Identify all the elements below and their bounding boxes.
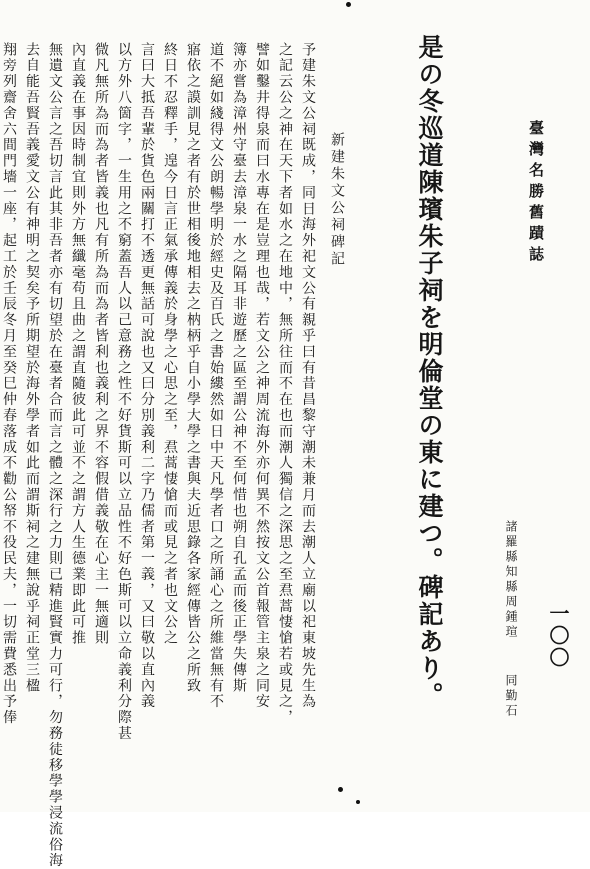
body-column: 去自能吾賢吾義愛文公有神明之契矣予所期望於海外學者如此而謂斯祠之建無說乎祠正堂三楹 [24,42,40,694]
body-column: 之記云公之神在天下者如水之在地中，無所往而不在也而潮人獨信之深思之至焄蒿悽愴若或見之， [277,42,293,726]
body-column: 微凡無所為而為者皆義也凡有所為而為者皆利也義利之界不容假借義敬在心主一無適則 [93,42,109,647]
body-column: 簿亦嘗為漳州守臺去漳泉一水之隔耳非遊歷之區至謂公神不至何惜也朔自孔孟而後正學失傳斯 [231,42,247,694]
body-column: 以方外八箇字，一生用之不窮蓋吾人以己意務之性不好貨斯可以立品性不好色斯可以立命義利分際甚 [116,42,132,742]
author-credit-line: 諸羅縣知縣周鍾瑄 [504,520,518,640]
body-column: 道不絕如綫得文公朗暢學明於經史及百氏之書始縷然如日中天凡學者口之所誦心之所維當無有不 [208,42,224,710]
body-column: 寤依之謨訓見之者有於世相後地相去之枘柄乎自小學大學之書與夫近思錄各家經傳皆公之所致 [185,42,201,694]
inscription-title: 新建朱文公祠碑記 [329,132,345,268]
body-column: 譬如鑿井得泉而曰水專在是豈理也哉，若文公之神周流海外亦何異不然按文公首報管主泉之同安 [254,42,270,710]
ink-speck [346,2,351,7]
body-column: 予建朱文公祠既成，同日海外祀文公有親乎曰有昔昌黎守潮未兼月而去潮人立廟以祀東坡先生為 [300,42,316,710]
assistant-credit-line [505,514,519,589]
body-column: 內直義在事因時制宜則外方無纖毫苟且曲之謂直隨彼此可並不之謂方人生德業即此可推 [70,42,86,647]
body-column: 終日不忍釋手，遑今日言正氣承傳義於身學之心思之至，焄蒿悽愴而或見之者也文公之 [162,42,178,647]
entry-heading: 是の冬巡道陳璸朱子祠を明倫堂の東に建つ。碑記あり。 [415,34,444,709]
page-number: 一〇〇 [546,603,570,669]
body-column: 言曰大抵吾輩於貨色兩關打不透更無話可說也又曰分別義利二字乃儒者第一義，又曰敬以直內義 [139,42,155,710]
body-column: 翔旁列齋舍六間門墻一座，起工於壬辰冬月至癸巳仲春落成不勸公帑不役民夫，一切需費悉出予俸 [1,42,17,726]
assistant-credit-2 [505,674,517,719]
ink-speck [338,787,343,792]
body-column: 無遺文公言之吾切言此其非吾者亦有切望於在臺者合而言之體之深行之力則已精進賢實力可行，勿務徒移學學浸流俗海 [47,42,63,869]
running-head: 臺灣名勝舊蹟誌 [527,120,545,267]
ink-speck [356,800,360,804]
assistant-credit-line-2: 同勤石 [504,674,518,719]
